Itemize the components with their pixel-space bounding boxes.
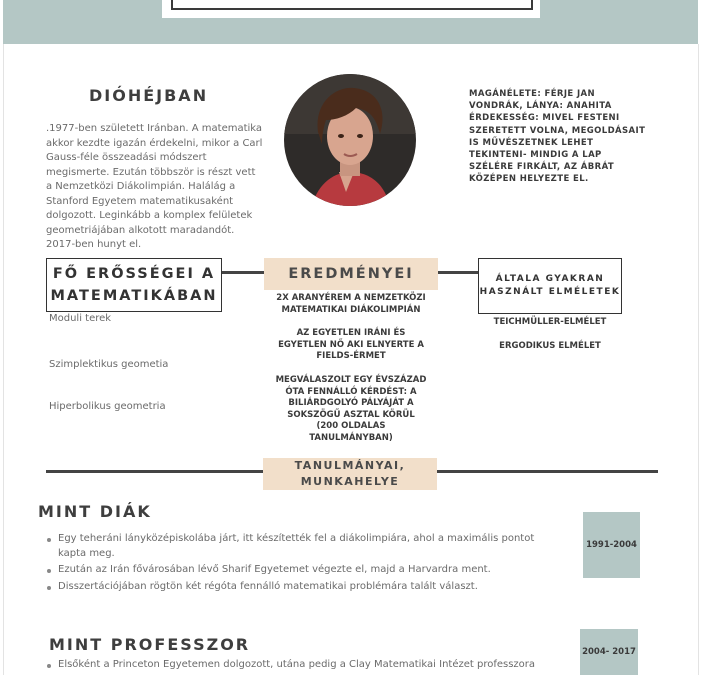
fun-fact-text: ÉRDEKESSÉG: MIVEL FESTENI SZERETETT VOLNA, MEGOLDÁSAIT IS MŰVÉSZETNEK LEHET TEKINTENI- MINDIG A LAP SZÉLÉRE FIRKÁLT, AZ ÁBRÁT KÖZÉPEN HELYEZTE EL.	[469, 113, 646, 185]
divider-line	[437, 470, 658, 473]
connector-line	[222, 271, 264, 274]
strengths-title: FŐ ERŐSSÉGEI A MATEMATIKÁBAN	[50, 266, 218, 304]
list-item: Moduli terek	[49, 313, 112, 324]
professor-section-title: MINT PROFESSZOR	[49, 635, 251, 654]
results-heading-box	[264, 258, 438, 290]
student-bullets	[46, 532, 556, 596]
years-badge	[580, 629, 638, 675]
list-item: Elsőként a Princeton Egyetemen dolgozott, utána pedig a Clay Matematikai Intézet professzora	[46, 658, 556, 673]
years-label: 1991-2004	[586, 540, 637, 550]
list-item: Ezután az Irán fővárosában lévő Sharif Egyetemet végezte el, majd a Harvardra ment.	[46, 563, 556, 578]
theories-heading-box	[478, 258, 622, 314]
theories-title: ÁLTALA GYAKRAN HASZNÁLT ELMÉLETEK	[479, 274, 621, 297]
strengths-heading-box	[46, 258, 222, 312]
student-section-title: MINT DIÁK	[38, 502, 152, 521]
divider-line	[46, 470, 263, 473]
intro-text: .1977-ben született Iránban. A matematika akkor kezdte igazán érdekelni, mikor a Carl Gauss-féle összeadási módszert megismerte. Ezután többször is részt vett a Nemzetközi Diákolimpián. Halálág a Stanford Egyetem matematikusaként dolgozott. Leginkább a komplex felületek geometriájában alkotott maradandót. 2017-ben hunyt el.	[46, 123, 263, 250]
private-life-text: MAGÁNÉLETE: FÉRJE JAN VONDRÁK, LÁNYA: ANAHITA	[469, 89, 612, 112]
studies-title: TANULMÁNYAI, MUNKAHELYE	[294, 459, 406, 488]
list-item: AZ EGYETLEN IRÁNI ÉS EGYETLEN NŐ AKI ELNYERTE A FIELDS-ÉRMET	[278, 328, 424, 362]
theories-list	[480, 317, 620, 365]
page-border-right	[698, 44, 699, 675]
years-label: 2004- 2017	[582, 647, 636, 657]
page-border-left	[3, 44, 4, 675]
portrait-photo	[284, 74, 416, 206]
studies-heading-box	[263, 458, 437, 490]
list-item: MEGVÁLASZOLT EGY ÉVSZÁZAD ÓTA FENNÁLLÓ KÉRDÉST: A BILIÁRDGOLYÓ PÁLYÁJÁT A SOKSZÖGŰ ASZTAL KÖRÜL (200 OLDALAS TANULMÁNYBAN)	[275, 374, 427, 443]
list-item: Egy teheráni lányközépiskolába járt, itt készítették fel a diákolimpiára, ahol a maximális pontot kapta meg.	[46, 532, 556, 561]
list-item: Szimplektikus geometia	[49, 359, 169, 370]
professor-bullets	[46, 658, 556, 675]
list-item: ERGODIKUS ELMÉLET	[499, 341, 601, 351]
results-title: EREDMÉNYEI	[288, 266, 414, 282]
header-card	[162, 0, 540, 18]
list-item: Disszertációjában rögtön két régóta fennálló matematikai problémára talált választ.	[46, 580, 556, 595]
list-item: 2X ARANYÉREM A NEMZETKÖZI MATEMATIKAI DIÁKOLIMPIÁN	[276, 293, 426, 315]
results-list	[275, 293, 427, 457]
years-badge	[583, 512, 640, 578]
list-item: Hiperbolikus geometria	[49, 401, 166, 412]
personal-info	[469, 88, 649, 186]
header-card-frame	[171, 0, 533, 10]
intro-title: DIÓHÉJBAN	[89, 86, 209, 105]
list-item: TEICHMÜLLER-ELMÉLET	[493, 317, 607, 327]
connector-line	[438, 271, 478, 274]
